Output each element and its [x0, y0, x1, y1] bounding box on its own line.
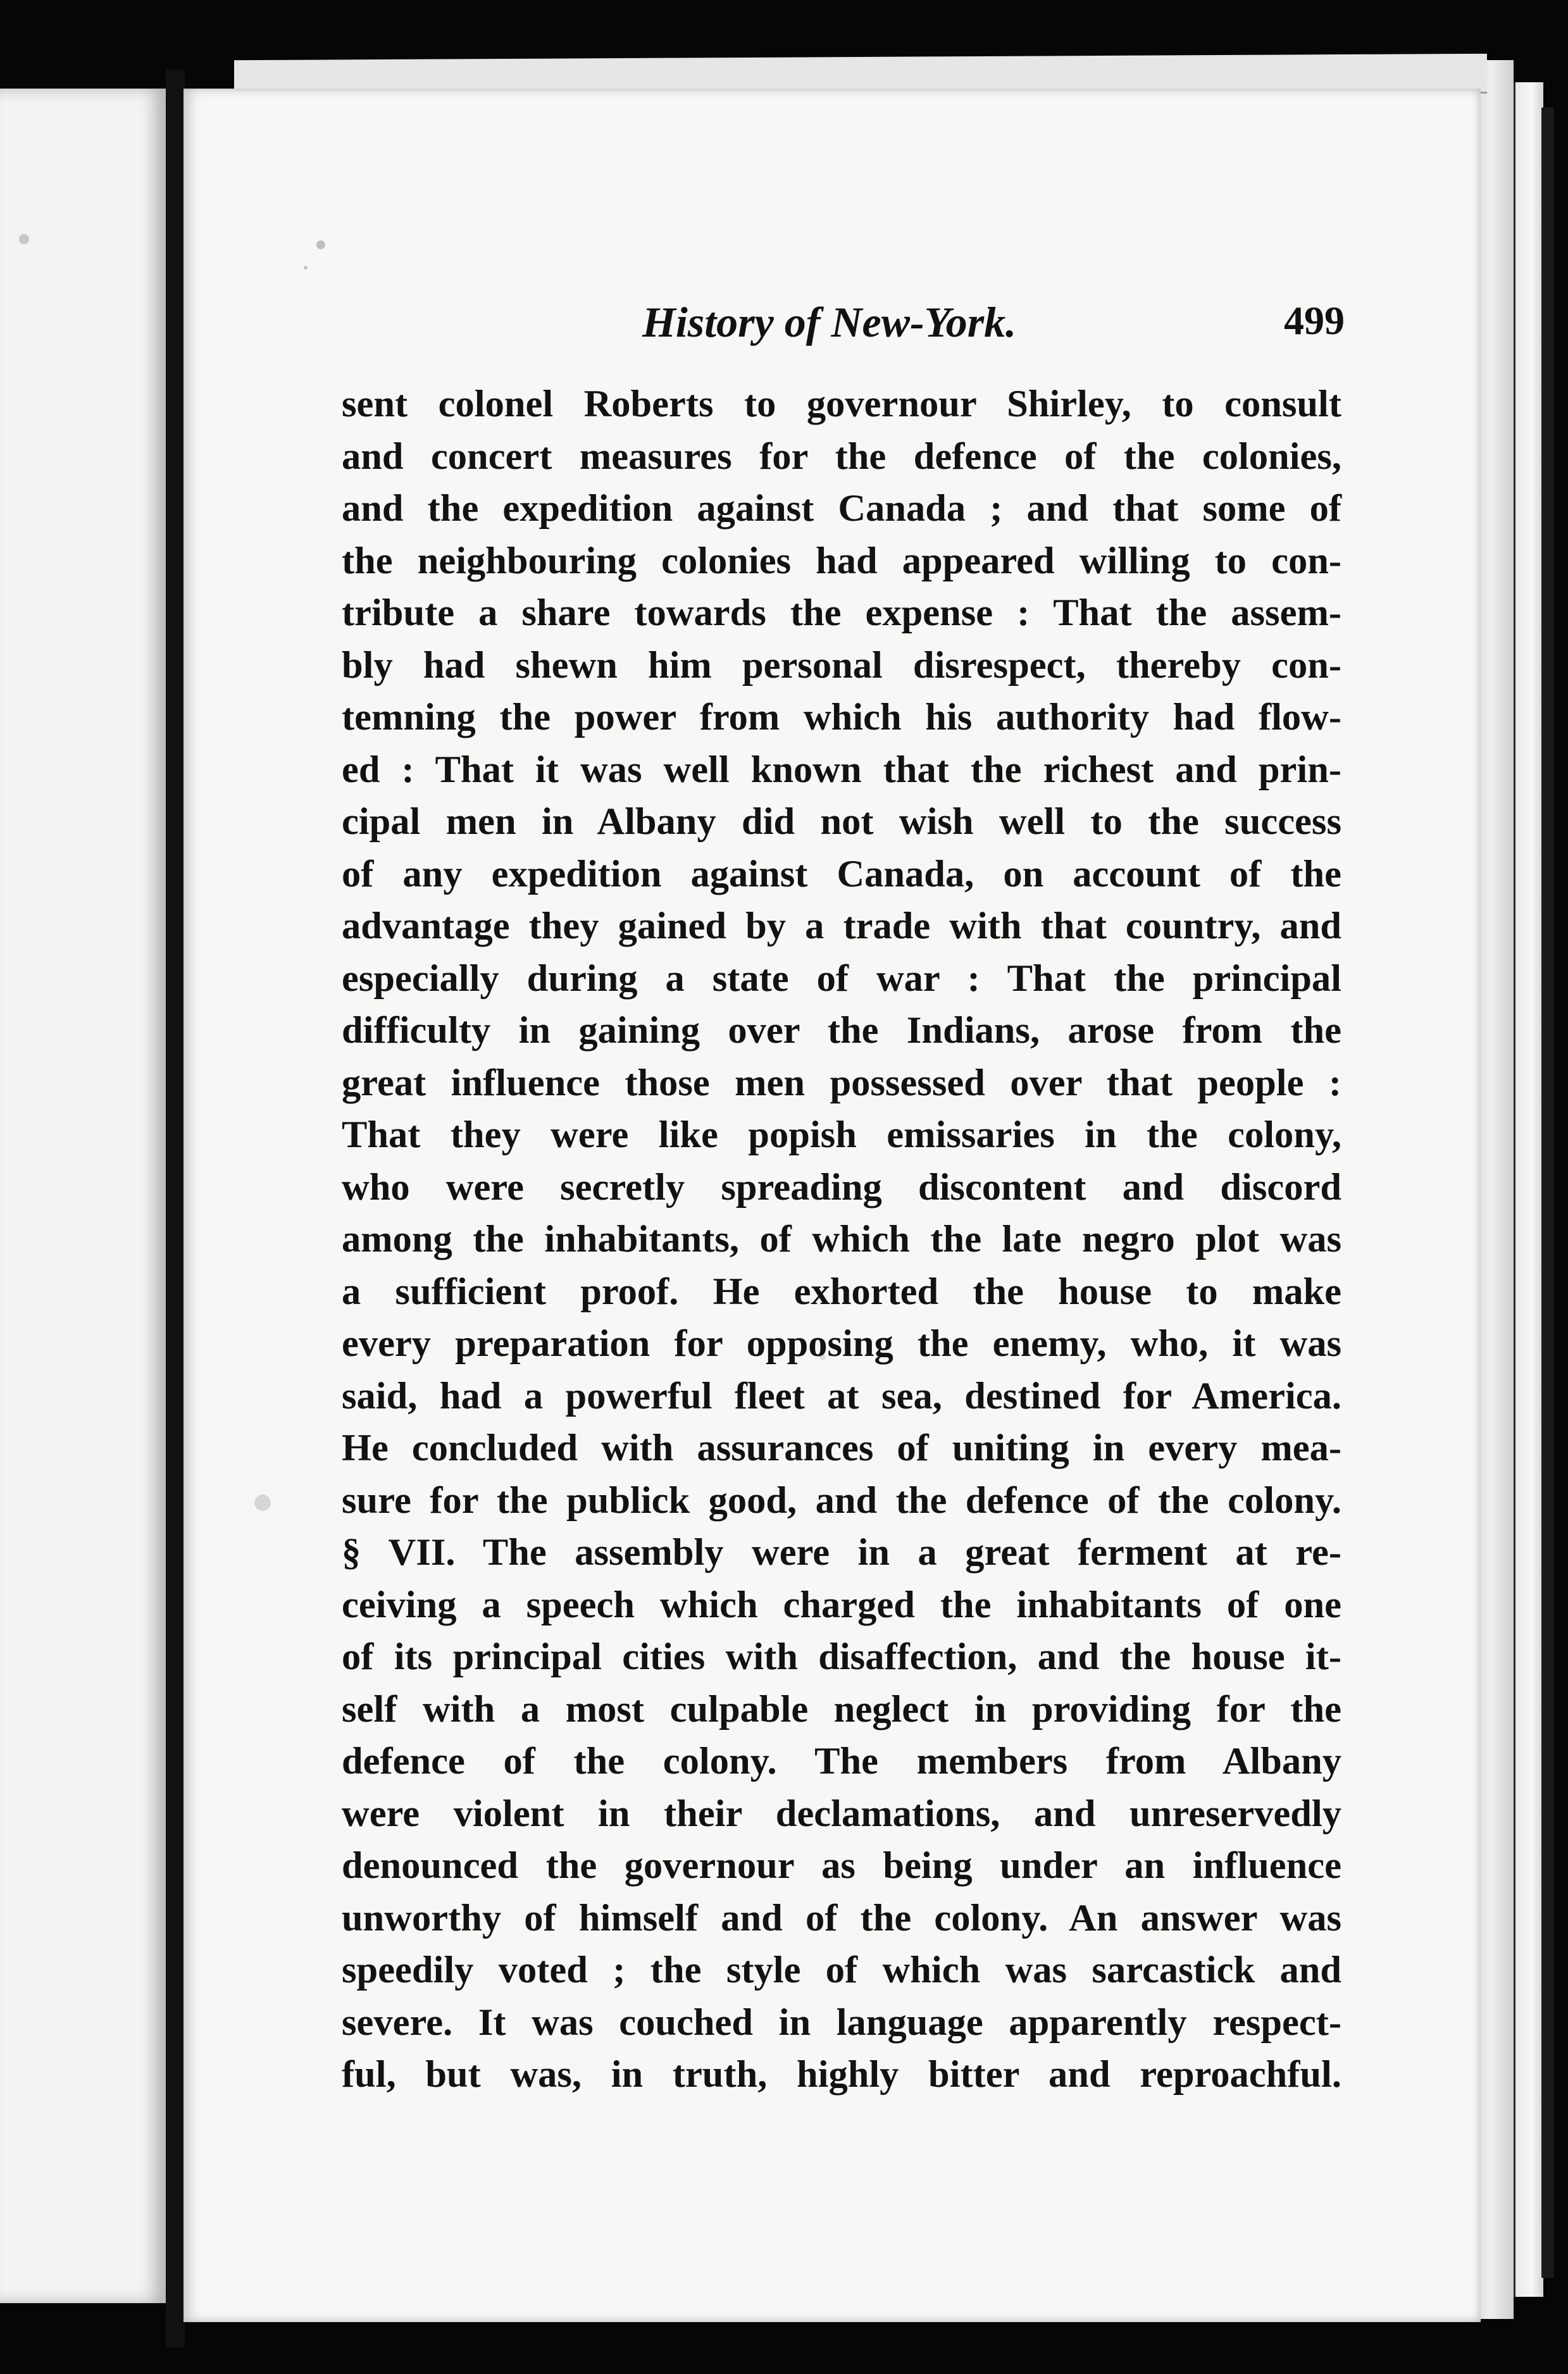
text-line: who were secretly spreading discontent and discord — [342, 1165, 1341, 1209]
text-line: bly had shewn him personal disrespect, thereby con- — [342, 643, 1341, 687]
text-line: defence of the colony. The members from Albany — [342, 1740, 1341, 1782]
page-stack-shadow — [1541, 108, 1554, 2278]
text-line: That they were like popish emissaries in the colony, — [342, 1114, 1341, 1156]
text-line: temning the power from which his authority had flow- — [342, 696, 1341, 738]
paper-speck — [254, 1495, 271, 1511]
text-line: a sufficient proof. He exhorted the house to make — [342, 1270, 1341, 1313]
text-line: among the inhabitants, of which the late negro plot was — [342, 1218, 1341, 1260]
paper-speck — [316, 240, 325, 249]
running-head-title: History of New-York. — [642, 298, 1017, 346]
book-gutter — [166, 70, 185, 2347]
text-line: every preparation for opposing the enemy, who, it was — [342, 1322, 1341, 1365]
text-line: said, had a powerful fleet at sea, destined for America. — [342, 1374, 1341, 1417]
page-stack-edge — [1514, 82, 1543, 2297]
text-line: were violent in their declamations, and unreservedly — [342, 1792, 1341, 1835]
text-line: ed : That it was well known that the richest and prin- — [342, 748, 1341, 791]
text-line: speedily voted ; the style of which was sarcastick and — [342, 1949, 1341, 1991]
page-number: 499 — [1284, 298, 1345, 343]
text-line: especially during a state of war : That the principal — [342, 957, 1341, 1000]
text-line: denounced the governour as being under an influence — [342, 1844, 1341, 1887]
running-head — [642, 297, 1345, 348]
text-line: ceiving a speech which charged the inhabitants of one — [342, 1583, 1341, 1626]
body-text — [342, 378, 1341, 2101]
text-line: self with a most culpable neglect in providing for the — [342, 1687, 1341, 1731]
paper-speck — [19, 234, 29, 244]
text-line: sent colonel Roberts to governour Shirley, to consult — [342, 383, 1341, 425]
text-line: difficulty in gaining over the Indians, arose from the — [342, 1009, 1341, 1052]
paragraph-start-line: § VII. The assembly were in a great ferment at re- — [342, 1531, 1341, 1574]
text-line: unworthy of himself and of the colony. An answer was — [342, 1896, 1341, 1939]
text-line: advantage they gained by a trade with that country, and — [342, 905, 1341, 947]
text-line: great influence those men possessed over that people : — [342, 1061, 1341, 1104]
text-line: severe. It was couched in language apparently respect- — [342, 2001, 1341, 2044]
text-line: sure for the publick good, and the defence of the colony. — [342, 1479, 1341, 1522]
text-line: of its principal cities with disaffection, and the house it- — [342, 1636, 1341, 1678]
facing-page-edge — [0, 89, 166, 2303]
paper-speck — [304, 266, 308, 270]
text-line: the neighbouring colonies had appeared willing to con- — [342, 539, 1341, 582]
text-line: and concert measures for the defence of the colonies, — [342, 435, 1341, 478]
text-line: He concluded with assurances of uniting in every mea- — [342, 1427, 1341, 1469]
text-line: and the expedition against Canada ; and that some of — [342, 487, 1341, 530]
text-line: cipal men in Albany did not wish well to the success — [342, 800, 1341, 843]
text-line: ful, but was, in truth, highly bitter and reproachful. — [342, 2053, 1341, 2096]
text-line: of any expedition against Canada, on account of the — [342, 852, 1341, 895]
text-line: tribute a share towards the expense : That the assem- — [342, 592, 1341, 634]
